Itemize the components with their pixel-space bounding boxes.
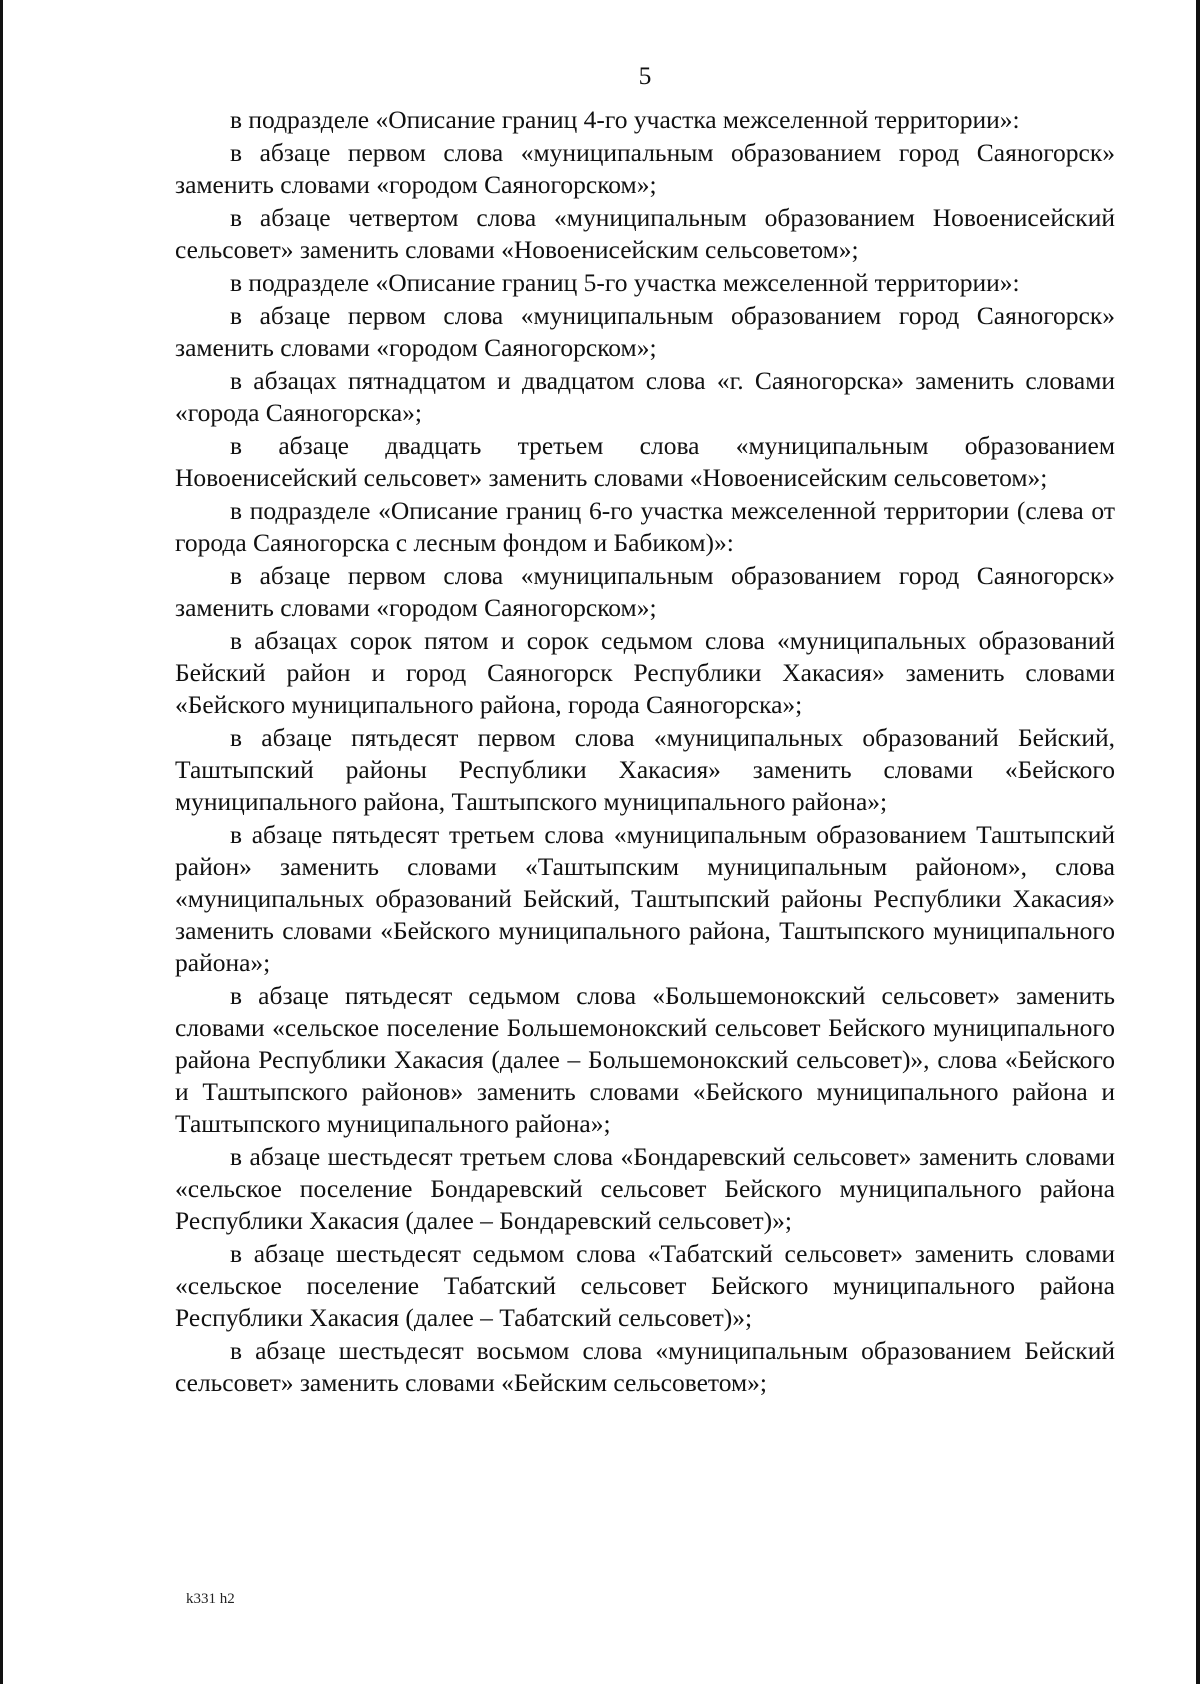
- paragraph-14: в абзаце шестьдесят третьем слова «Бондаревский сельсовет» заменить словами «сельское поселение Бондаревский сельсовет Бейского муниципального района Республики Хакасия (далее – Бондаревский сельсовет)»;: [175, 1142, 1115, 1235]
- scan-edge-right: [1196, 0, 1200, 1684]
- document-code: k331 h2: [186, 1591, 235, 1607]
- paragraph-4: в подразделе «Описание границ 5-го участка межселенной территории»:: [230, 268, 1020, 297]
- paragraph-11: в абзаце пятьдесят первом слова «муниципальных образований Бейский, Таштыпский районы Республики Хакасия» заменить словами «Бейского муниципального района, Таштыпского муниципального района»;: [175, 723, 1115, 816]
- paragraph-3: в абзаце четвертом слова «муниципальным образованием Новоенисейский сельсовет» заменить словами «Новоенисейским сельсоветом»;: [175, 203, 1115, 264]
- document-page: [175, 60, 1115, 1400]
- paragraph-16: в абзаце шестьдесят восьмом слова «муниципальным образованием Бейский сельсовет» заменить словами «Бейским сельсоветом»;: [175, 1336, 1115, 1397]
- paragraph-15: в абзаце шестьдесят седьмом слова «Табатский сельсовет» заменить словами «сельское поселение Табатский сельсовет Бейского муниципального района Республики Хакасия (далее – Табатский сельсовет)»;: [175, 1239, 1115, 1332]
- paragraph-9: в абзаце первом слова «муниципальным образованием город Саяногорск» заменить словами «городом Саяногорском»;: [175, 561, 1115, 622]
- paragraph-5: в абзаце первом слова «муниципальным образованием город Саяногорск» заменить словами «городом Саяногорском»;: [175, 301, 1115, 362]
- paragraph-2: в абзаце первом слова «муниципальным образованием город Саяногорск» заменить словами «городом Саяногорском»;: [175, 138, 1115, 199]
- paragraph-13: в абзаце пятьдесят седьмом слова «Большемонокский сельсовет» заменить словами «сельское поселение Большемонокский сельсовет Бейского муниципального района Республики Хакасия (далее – Большемонокский сельсовет)», слова «Бейского и Таштыпского районов» заменить словами «Бейского муниципального района и Таштыпского муниципального района»;: [175, 981, 1115, 1138]
- paragraph-10: в абзацах сорок пятом и сорок седьмом слова «муниципальных образований Бейский район и город Саяногорск Республики Хакасия» заменить словами «Бейского муниципального района, города Саяногорска»;: [175, 626, 1115, 719]
- paragraph-6: в абзацах пятнадцатом и двадцатом слова «г. Саяногорска» заменить словами «города Саяногорска»;: [175, 366, 1115, 427]
- paragraph-1: в подразделе «Описание границ 4-го участка межселенной территории»:: [230, 105, 1020, 134]
- paragraph-7: в абзаце двадцать третьем слова «муниципальным образованием Новоенисейский сельсовет» заменить словами «Новоенисейским сельсоветом»;: [175, 431, 1115, 492]
- page-number: 5: [638, 61, 652, 90]
- paragraph-12: в абзаце пятьдесят третьем слова «муниципальным образованием Таштыпский район» заменить словами «Таштыпским муниципальным районом», слова «муниципальных образований Бейский, Таштыпский районы Республики Хакасия» заменить словами «Бейского муниципального района, Таштыпского муниципального района»;: [175, 820, 1115, 977]
- paragraph-8: в подразделе «Описание границ 6-го участка межселенной территории (слева от города Саяногорска с лесным фондом и Бабиком)»:: [175, 496, 1115, 557]
- scan-edge-left: [0, 0, 3, 1684]
